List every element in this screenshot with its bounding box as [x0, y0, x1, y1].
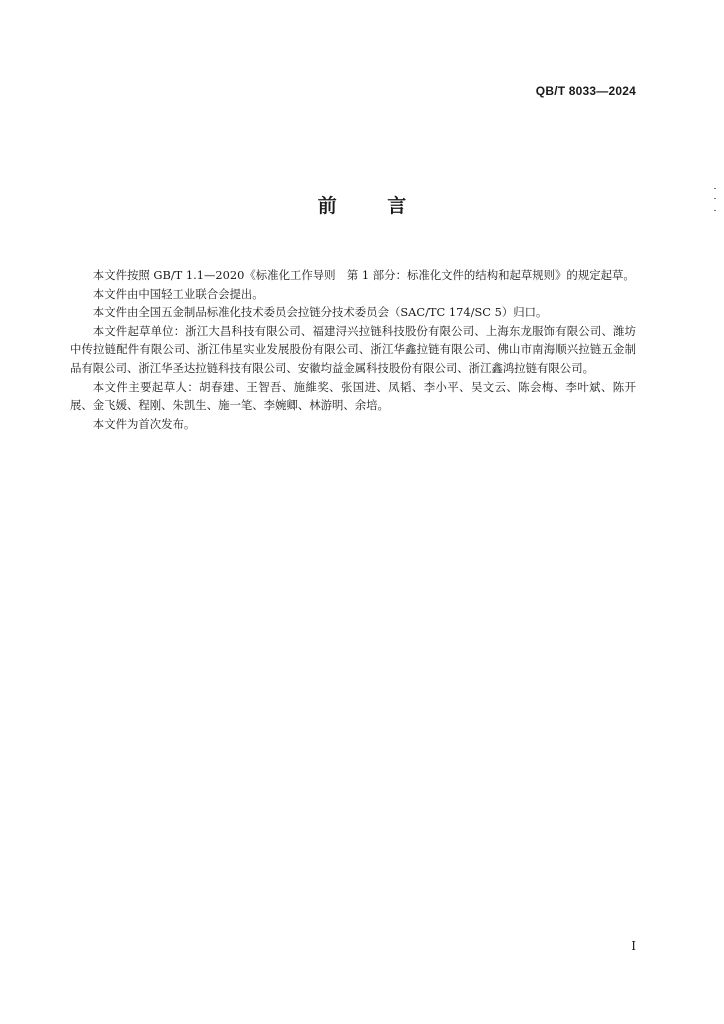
paragraph-first-release: 本文件为首次发布。: [92, 416, 196, 431]
paragraph-drafting-units: 本文件起草单位：浙江大昌科技有限公司、福建浔兴拉链科技股份有限公司、上海东龙服饰有限公司、潍坊中传拉链配件有限公司、浙江伟星实业发展股份有限公司、浙江华鑫拉链有限公司、佛山市南海顺兴拉链五金制品有限公司、浙江华圣达拉链科技有限公司、安徽均益金属科技股份有限公司、浙江鑫鸿拉链有限公司。: [70, 323, 636, 375]
paragraph-committee: 本文件由全国五金制品标准化技术委员会拉链分技术委员会（SAC/TC 174/SC 5）归口。: [92, 305, 548, 320]
paragraph-proposer: 本文件由中国轻工业联合会提出。: [92, 286, 264, 301]
scan-mark: [714, 198, 716, 199]
scan-mark: [714, 188, 716, 189]
paragraph-drafters: 本文件主要起草人：胡春建、王智吾、施維奖、张国进、凤韬、李小平、吴文云、陈会梅、李叶斌、陈开展、金飞媛、程刚、朱凯生、施一笔、李婉卿、林游明、余培。: [70, 379, 636, 413]
page-title: 前 言: [317, 195, 429, 217]
foreword-body: [70, 266, 636, 433]
scan-mark: [714, 210, 716, 211]
page-number: I: [631, 939, 636, 953]
document-code: QB/T 8033—2024: [535, 84, 636, 98]
paragraph-drafting-rules: 本文件按照 GB/T 1.1—2020《标准化工作导则 第 1 部分：标准化文件的结构和起草规则》的规定起草。: [92, 268, 635, 282]
